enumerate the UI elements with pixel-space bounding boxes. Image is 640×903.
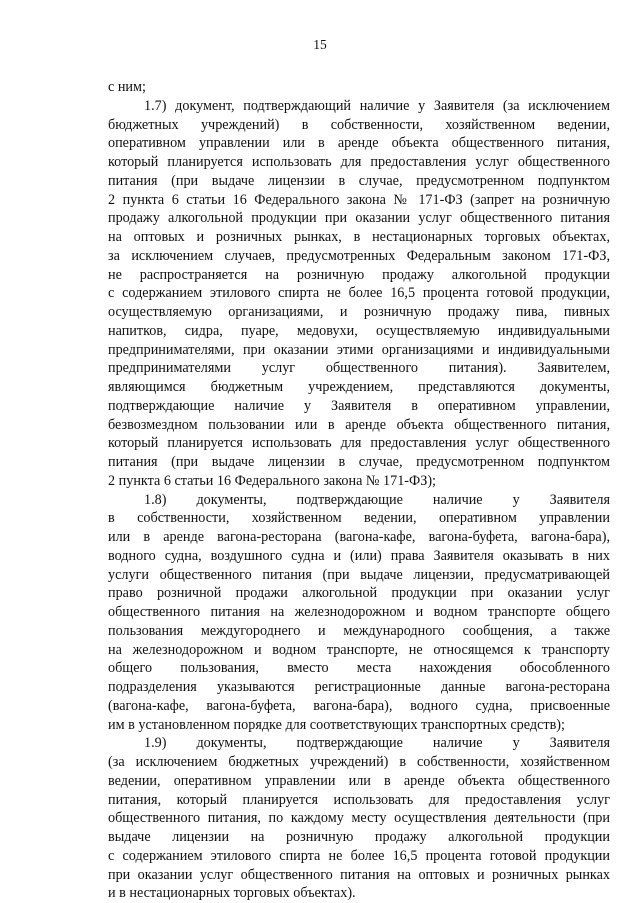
- text-line: предпринимателями, при оказании этими организациями и индивидуальными: [108, 341, 610, 358]
- text-line: пользования междугороднего и международного сообщения, а также: [108, 622, 610, 639]
- text-line: общественного питания на железнодорожном и водном транспорте общего: [108, 604, 610, 620]
- text-line: в собственности, хозяйственном ведении, оперативном управлении: [108, 510, 610, 527]
- text-line: питания (при выдаче лицензии в случае, предусмотренном подпунктом: [108, 454, 610, 470]
- text-line: с содержанием этилового спирта не более 16,5 процента готовой продукции,: [108, 285, 610, 302]
- body-text: [108, 78, 610, 903]
- text-line: общественного питания, по каждому месту осуществления деятельности (при: [108, 810, 610, 827]
- text-line: право розничной продажи алкогольной продукции при оказании услуг: [108, 585, 610, 602]
- text-line: выдаче лицензии на розничную продажу алкогольной продукции: [108, 829, 610, 845]
- text-line: (вагона-кафе, вагона-буфета, вагона-бара), водного судна, присвоенные: [108, 697, 610, 714]
- text-line: продажу алкогольной продукции при оказании услуг общественного питания: [108, 210, 610, 227]
- page-number: 15: [313, 37, 327, 52]
- text-line: за исключением случаев, предусмотренных Федеральным законом 171-ФЗ,: [108, 247, 610, 264]
- text-line: 2 пункта 6 статьи 16 Федерального закона № 171-ФЗ (запрет на розничную: [108, 191, 610, 208]
- text-line: являющимся бюджетным учреждением, представляются документы,: [108, 379, 610, 395]
- paragraph-first-line: 1.8) документы, подтверждающие наличие у Заявителя: [144, 491, 610, 508]
- text-line: общего пользования, вместо места нахождения обособленного: [108, 660, 610, 677]
- text-line: услуги общественного питания (при выдаче лицензии, предусматривающей: [108, 566, 610, 583]
- text-line: безвозмездном пользовании или в аренде объекта общественного питания,: [108, 416, 610, 433]
- text-line: осуществляемую организациями, и розничную продажу пива, пивных: [108, 304, 610, 320]
- paragraph-first-line: 1.9) документы, подтверждающие наличие у Заявителя: [144, 735, 610, 752]
- text-line: подтверждающие наличие у Заявителя в оперативном управлении,: [108, 397, 610, 414]
- text-line: на оптовых и розничных рынках, в нестационарных торговых объектах,: [108, 229, 610, 245]
- text-line: который планируется использовать для предоставления услуг общественного: [108, 154, 610, 170]
- text-line: ведении, оперативном управлении или в аренде объекта общественного: [108, 772, 610, 789]
- text-line: им в установленном порядке для соответствующих транспортных средств);: [108, 716, 565, 733]
- text-line: с содержанием этилового спирта не более 16,5 процента готовой продукции: [108, 847, 610, 864]
- text-line: или в аренде вагона-ресторана (вагона-кафе, вагона-буфета, вагона-бара),: [108, 529, 610, 545]
- text-line: оперативном управлении или в аренде объекта общественного питания,: [108, 135, 610, 152]
- text-line: подразделения указываются регистрационные данные вагона-ресторана: [108, 679, 610, 695]
- text-line: не распространяется на розничную продажу алкогольной продукции: [108, 266, 610, 283]
- paragraph-first-line: 1.7) документ, подтверждающий наличие у Заявителя (за исключением: [144, 97, 610, 114]
- text-line: при оказании услуг общественного питания на оптовых и розничных рынках: [108, 866, 610, 883]
- text-line: напитков, сидра, пуаре, медовухи, осуществляемую индивидуальными: [108, 322, 610, 339]
- text-line: питания, который планируется использовать для предоставления услуг: [108, 791, 610, 808]
- text-line: водного судна, воздушного судна и (или) права Заявителя оказывать в них: [108, 547, 610, 564]
- text-line: бюджетных учреждений) в собственности, хозяйственном ведении,: [108, 116, 610, 133]
- text-line: который планируется использовать для предоставления услуг общественного: [108, 435, 610, 452]
- text-line: с ним;: [108, 79, 146, 95]
- text-line: предпринимателями услуг общественного питания). Заявителем,: [108, 360, 610, 377]
- text-line: на железнодорожном и водном транспорте, не относящемся к транспорту: [108, 641, 610, 658]
- text-line: питания (при выдаче лицензии в случае, предусмотренном подпунктом: [108, 172, 610, 189]
- text-line: (за исключением бюджетных учреждений) в собственности, хозяйственном: [108, 754, 610, 770]
- text-line: и в нестационарных торговых объектах).: [108, 885, 356, 902]
- text-line: 2 пункта 6 статьи 16 Федерального закона № 171-ФЗ);: [108, 472, 436, 489]
